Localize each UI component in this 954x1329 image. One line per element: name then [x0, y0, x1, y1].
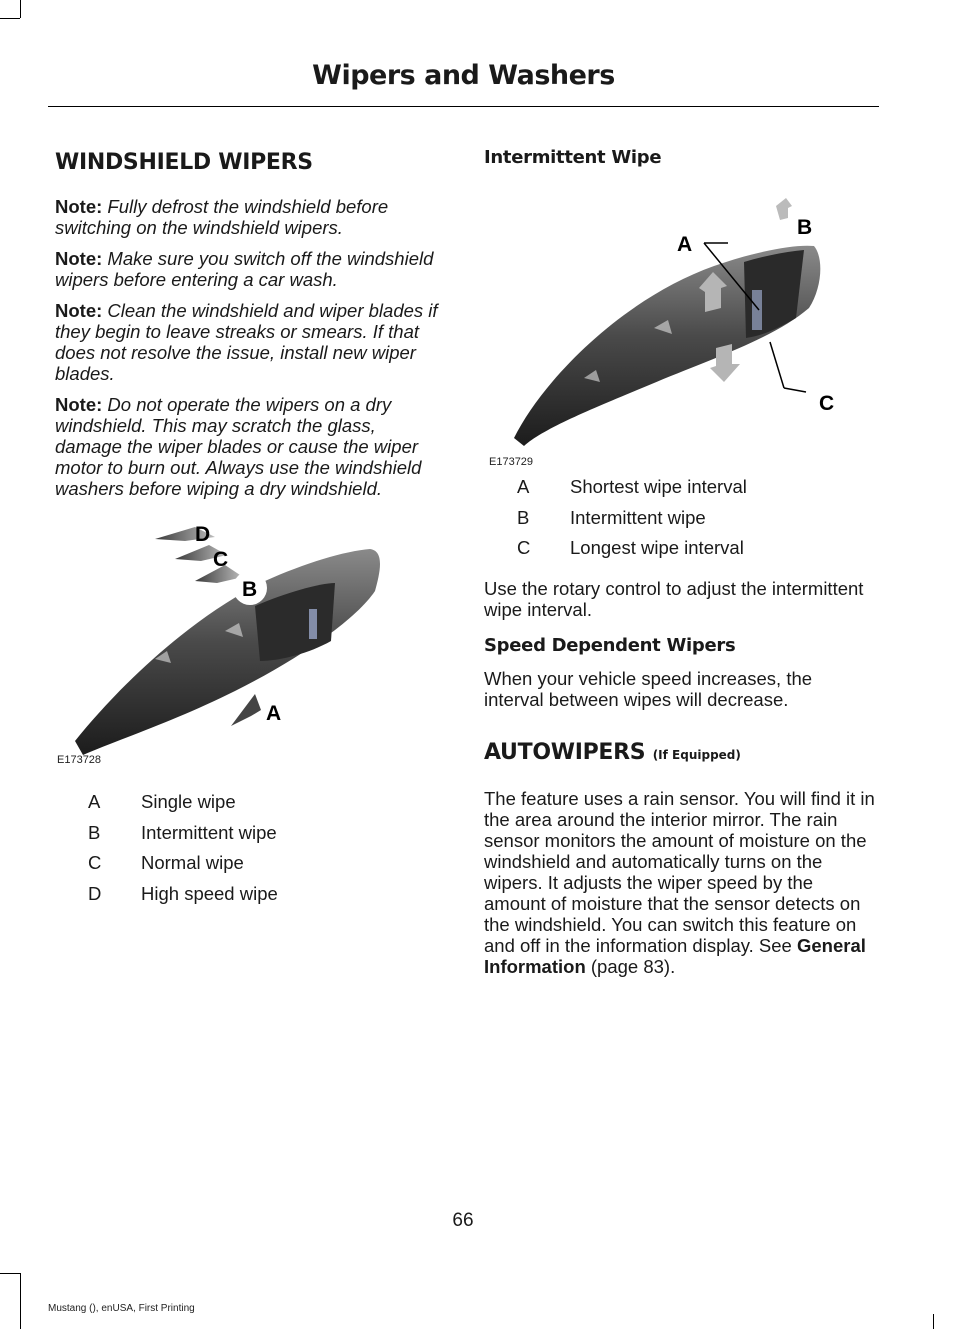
legend-key: A	[517, 476, 530, 497]
title-rule	[48, 106, 879, 107]
legend-text: Shortest wipe interval	[570, 476, 747, 497]
rotary-stalk-figure	[484, 178, 876, 468]
callout-a: A	[266, 702, 282, 725]
intermittent-legend	[484, 472, 876, 564]
autowipers-text	[484, 788, 876, 977]
figure-code: E173729	[489, 456, 534, 468]
legend-item	[484, 472, 876, 503]
note-3	[55, 300, 447, 384]
page-title: Wipers and Washers	[312, 60, 615, 91]
note-text: Make sure you switch off the windshield wipers before entering a car wash.	[55, 248, 434, 290]
note-text: Clean the windshield and wiper blades if they begin to leave streaks or smears. If that does not resolve the issue, install new wiper blades.	[55, 300, 438, 384]
note-1	[55, 196, 447, 238]
note-label: Note:	[55, 196, 103, 217]
crop-mark	[20, 0, 21, 18]
legend-item	[55, 879, 447, 910]
crop-mark	[0, 1273, 20, 1274]
legend-text: High speed wipe	[141, 882, 278, 904]
legend-key: A	[88, 791, 101, 812]
legend-item	[55, 818, 447, 849]
arrow-a-icon	[231, 694, 261, 726]
callout-c: C	[819, 392, 835, 415]
right-column	[484, 146, 876, 977]
wiper-legend	[55, 787, 447, 909]
general-information-link[interactable]: General Information	[484, 934, 866, 977]
legend-item	[55, 787, 447, 818]
wiper-stalk-figure	[55, 511, 447, 766]
crop-mark	[20, 1273, 21, 1329]
note-label: Note:	[55, 300, 103, 321]
wiper-stalk-illustration	[55, 511, 447, 761]
legend-key: C	[517, 537, 531, 558]
if-equipped-label: (If Equipped)	[652, 747, 741, 762]
speed-dependent-heading: Speed Dependent Wipers	[484, 634, 736, 656]
autowipers-title: AUTOWIPERS	[484, 739, 646, 765]
legend-item	[484, 503, 876, 534]
windshield-wipers-heading: WINDSHIELD WIPERS	[55, 150, 313, 175]
crop-mark	[0, 18, 20, 19]
note-label: Note:	[55, 394, 103, 415]
note-text: Do not operate the wipers on a dry windshield. This may scratch the glass, damage the wiper blades or cause the wiper motor to burn out. Always use the windshield washers before wiping a dry windshield.	[55, 394, 422, 499]
note-2	[55, 248, 447, 290]
page-reference: (page 83).	[585, 955, 676, 977]
legend-item	[484, 533, 876, 564]
legend-text: Intermittent wipe	[141, 821, 277, 843]
legend-key: B	[88, 821, 101, 843]
note-label: Note:	[55, 248, 103, 269]
note-4	[55, 394, 447, 499]
callout-b: B	[797, 216, 813, 239]
legend-key: C	[88, 852, 102, 873]
legend-key: D	[88, 882, 102, 904]
crop-mark	[933, 1314, 934, 1329]
ring-marks	[309, 609, 317, 639]
legend-text: Intermittent wipe	[570, 506, 706, 528]
legend-item	[55, 848, 447, 879]
legend-text: Normal wipe	[141, 852, 244, 873]
leader-line-c	[784, 388, 806, 392]
ring-marks	[752, 290, 762, 330]
legend-text: Longest wipe interval	[570, 537, 744, 558]
note-text: Fully defrost the windshield before switching on the windshield wipers.	[55, 196, 389, 238]
callout-d: D	[195, 523, 211, 546]
autowipers-heading	[484, 738, 876, 770]
arrow-b-icon	[776, 198, 792, 220]
page-number: 66	[452, 1210, 474, 1231]
footer-text: Mustang (), enUSA, First Printing	[48, 1303, 195, 1314]
intermittent-wipe-heading: Intermittent Wipe	[484, 147, 662, 168]
autowipers-body: The feature uses a rain sensor. You will find it in the area around the interior mirror. The rain sensor monitors the amount of moisture on the windshield and automatically turns on the wipers. It adjusts the wiper speed by the amount of moisture that the sensor detects on the windshield. You can switch this feature on and off in the information display. See	[484, 787, 875, 956]
legend-text: Single wipe	[141, 791, 236, 812]
figure-code: E173728	[57, 754, 102, 766]
rotary-stalk-illustration	[484, 178, 876, 446]
callout-b: B	[242, 578, 258, 601]
leader-line-c	[770, 342, 784, 388]
callout-a: A	[677, 233, 693, 256]
legend-key: B	[517, 506, 530, 528]
callout-c: C	[213, 548, 229, 571]
left-column	[55, 146, 447, 909]
speed-dependent-text: When your vehicle speed increases, the interval between wipes will decrease.	[484, 667, 813, 710]
rotary-instructions: Use the rotary control to adjust the intermittent wipe interval.	[484, 577, 864, 620]
